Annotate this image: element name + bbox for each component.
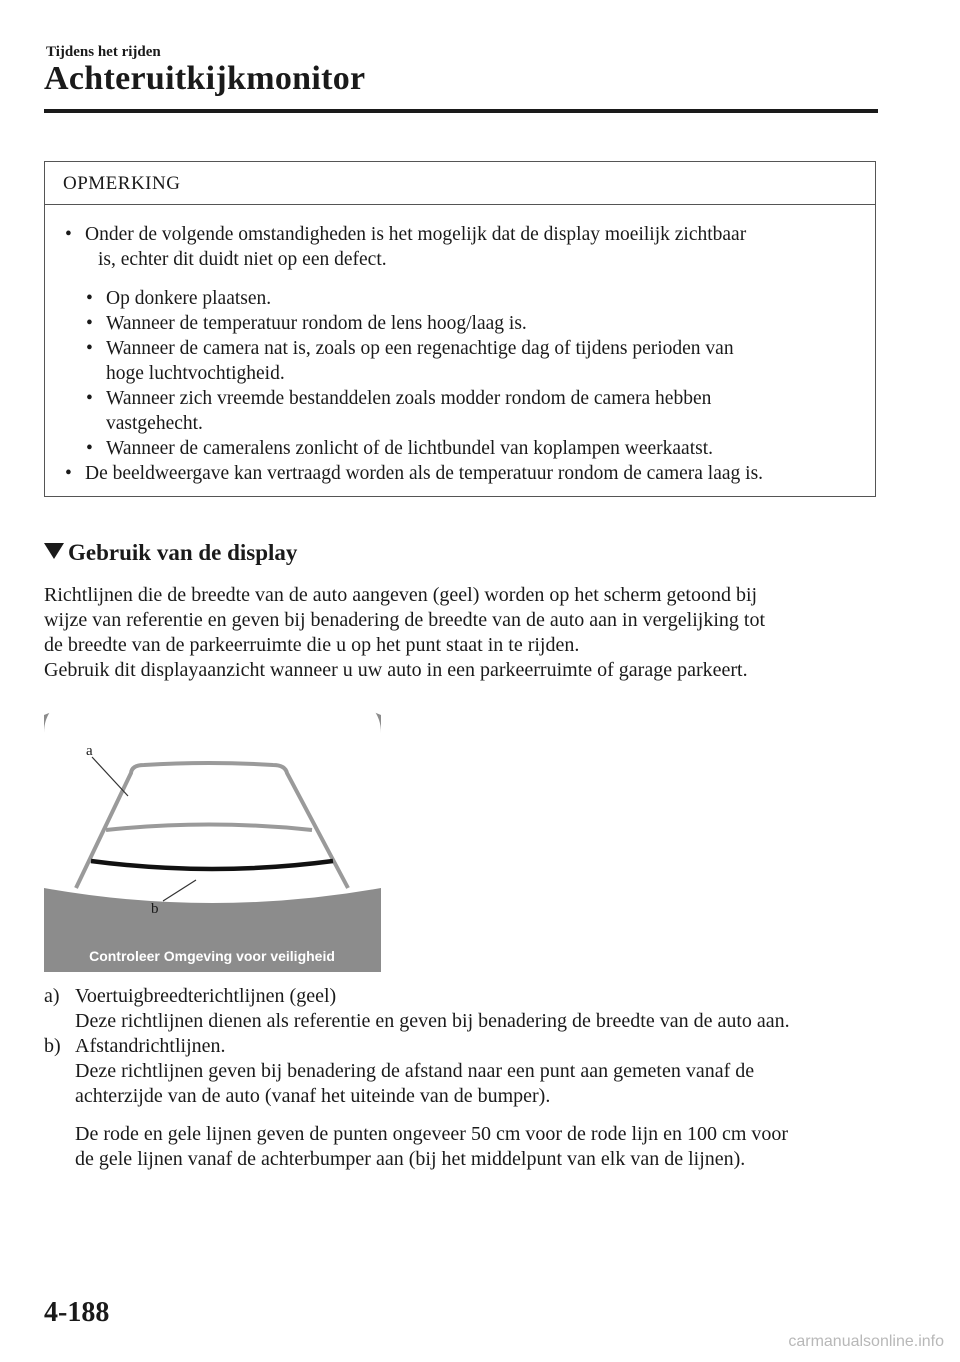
item-b-extra-line-1: De rode en gele lijnen geven de punten ongeveer 50 cm voor de rode lijn en 100 cm voor: [75, 1123, 789, 1145]
note-sub-bullet-2-text: Wanneer de temperatuur rondom de lens hoog/laag is.: [106, 313, 527, 334]
section-heading-text: Gebruik van de display: [68, 540, 298, 565]
section-heading: [44, 540, 297, 566]
title-rule: [44, 109, 878, 113]
note-box: [44, 161, 876, 497]
section-paragraph-line-3: de breedte van de parkeerruimte die u op het punt staat in te rijden.: [44, 634, 580, 656]
item-a-marker: a): [44, 985, 60, 1007]
note-bullet-2: [65, 461, 763, 486]
item-b-description-line-2: achterzijde van de auto (vanaf het uiteinde van de bumper).: [75, 1085, 551, 1107]
note-bullet-1-line-2: is, echter dit duidt niet op een defect.: [98, 249, 387, 270]
note-sub-bullet-3: [86, 336, 734, 386]
item-b-description-line-1: Deze richtlijnen geven bij benadering de afstand naar een punt aan gemeten vanaf de: [75, 1060, 755, 1082]
rear-camera-display-illustration: [44, 693, 381, 972]
note-bullet-1: [65, 222, 746, 272]
note-sub-bullet-1: [86, 286, 271, 311]
bullet-glyph: •: [65, 463, 72, 484]
note-bullet-2-text: De beeldweergave kan vertraagd worden als de temperatuur rondom de camera laag is.: [85, 463, 764, 484]
section-paragraph-line-1: Richtlijnen die de breedte van de auto aangeven (geel) worden op het scherm getoond bij: [44, 584, 758, 606]
note-sub-bullet-1-text: Op donkere plaatsen.: [106, 288, 272, 309]
note-sub-bullet-2: [86, 311, 527, 336]
item-b-extra-line-2: de gele lijnen vanaf de achterbumper aan (bij het middelpunt van elk van de lijnen).: [75, 1148, 746, 1170]
item-b-marker: b): [44, 1035, 61, 1057]
triangle-down-icon: [44, 543, 64, 559]
bullet-glyph: •: [86, 388, 93, 409]
note-sub-bullet-3-line-2: hoge luchtvochtigheid.: [106, 363, 285, 384]
bullet-glyph: •: [86, 313, 93, 334]
note-sub-bullet-5-text: Wanneer de cameralens zonlicht of de lichtbundel van koplampen weerkaatst.: [106, 438, 714, 459]
display-caption: Controleer Omgeving voor veiligheid: [89, 948, 335, 964]
item-b-title: Afstandrichtlijnen.: [75, 1035, 226, 1057]
note-sub-bullet-4-line-2: vastgehecht.: [106, 413, 203, 434]
display-viewport: [44, 693, 381, 917]
watermark: carmanualsonline.info: [788, 1333, 944, 1350]
item-a-description: Deze richtlijnen dienen als referentie en geven bij benadering de breedte van de auto aan.: [75, 1010, 790, 1032]
bullet-glyph: •: [86, 338, 93, 359]
section-paragraph-line-2: wijze van referentie en geven bij benadering de breedte van de auto aan in vergelijking tot: [44, 609, 765, 631]
figure-label-b: b: [151, 901, 159, 917]
note-sub-bullet-5: [86, 436, 713, 461]
section-paragraph-line-4: Gebruik dit displayaanzicht wanneer u uw auto in een parkeerruimte of garage parkeert.: [44, 659, 748, 681]
page-number: 4-188: [44, 1297, 110, 1328]
figure-label-a: a: [86, 743, 93, 759]
item-a-title: Voertuigbreedterichtlijnen (geel): [75, 985, 337, 1007]
page-title: Achteruitkijkmonitor: [44, 60, 366, 97]
bullet-glyph: •: [65, 224, 72, 245]
bullet-glyph: •: [86, 438, 93, 459]
note-sub-bullet-4: [86, 386, 711, 436]
note-bullet-1-line-1: Onder de volgende omstandigheden is het mogelijk dat de display moeilijk zichtbaar: [85, 224, 747, 245]
bullet-glyph: •: [86, 288, 93, 309]
rear-camera-display-figure: [44, 693, 381, 972]
note-header: [45, 162, 875, 205]
chapter-label: Tijdens het rijden: [46, 44, 161, 60]
note-title: OPMERKING: [63, 173, 181, 194]
note-sub-bullet-4-line-1: Wanneer zich vreemde bestanddelen zoals modder rondom de camera hebben: [106, 388, 712, 409]
note-sub-bullet-3-line-1: Wanneer de camera nat is, zoals op een regenachtige dag of tijdens perioden van: [106, 338, 734, 359]
